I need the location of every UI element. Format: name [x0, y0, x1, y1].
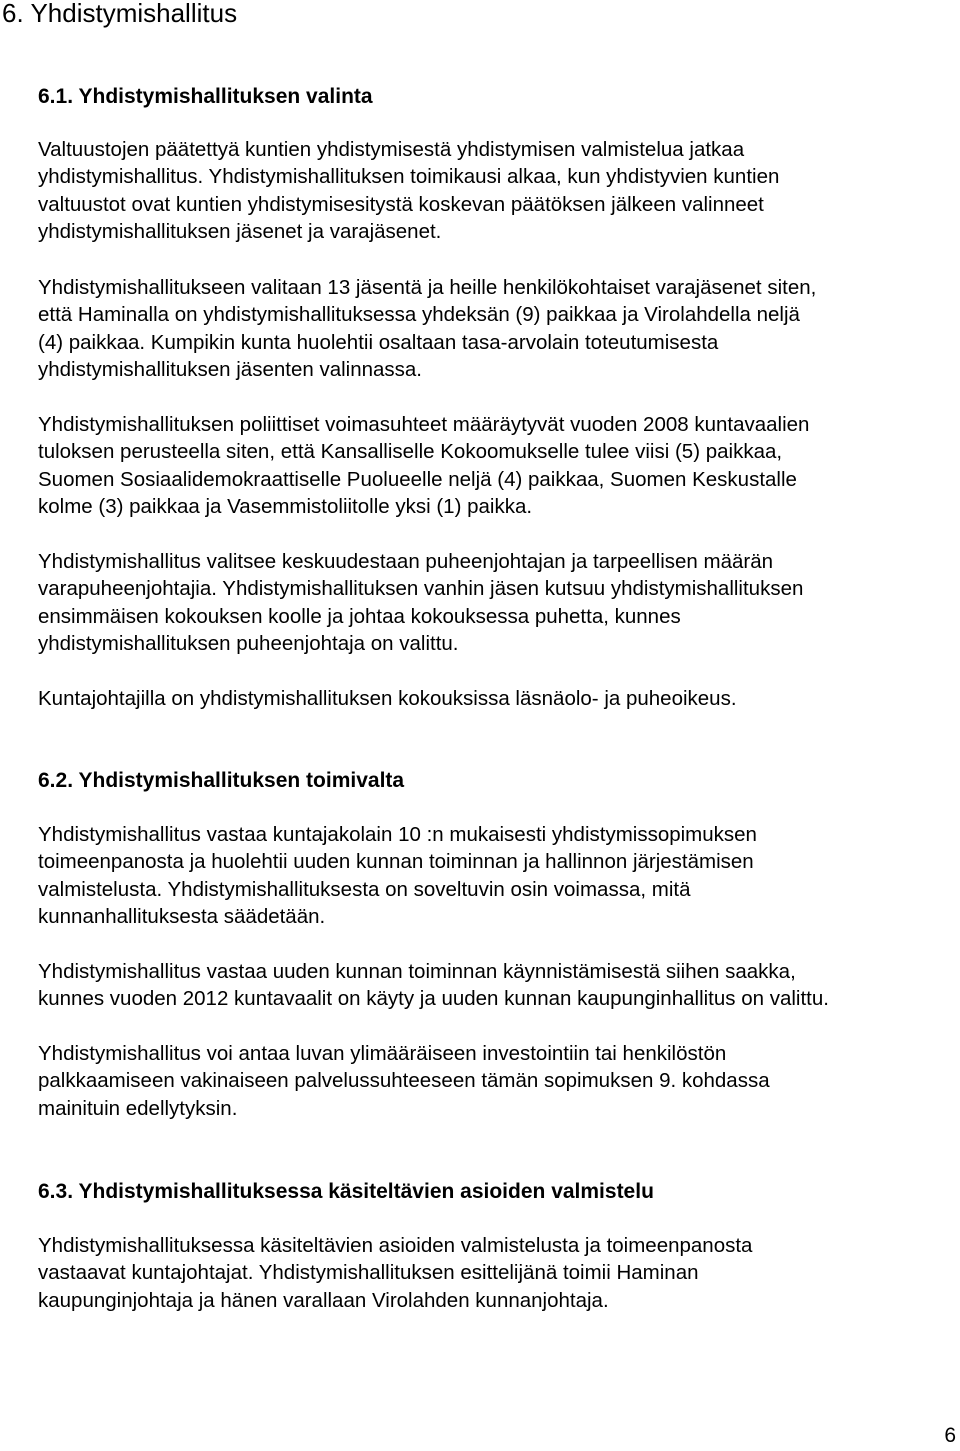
- paragraph-line: kunnanhallituksesta säädetään.: [38, 905, 326, 929]
- paragraph-line: että Haminalla on yhdistymishallituksessa yhdeksän (9) paikkaa ja Virolahdella neljä: [38, 303, 800, 327]
- paragraph: [38, 685, 958, 712]
- paragraph-line: yhdistymishallitus. Yhdistymishallituksen toimikausi alkaa, kun yhdistyvien kuntien: [38, 165, 780, 189]
- paragraph-line: Yhdistymishallitus vastaa uuden kunnan toiminnan käynnistämisestä siihen saakka,: [38, 960, 796, 983]
- section-heading-6-2: 6.2. Yhdistymishallituksen toimivalta: [38, 769, 405, 792]
- paragraph-line: varapuheenjohtajia. Yhdistymishallituksen vanhin jäsen kutsuu yhdistymishallituksen: [38, 577, 804, 601]
- paragraph-line: Yhdistymishallituksen poliittiset voimasuhteet määräytyvät vuoden 2008 kuntavaalien: [38, 413, 810, 436]
- paragraph-line: valmistelusta. Yhdistymishallituksesta on soveltuvin osin voimassa, mitä: [38, 877, 691, 901]
- paragraph-line: tuloksen perusteella siten, että Kansalliselle Kokoomukselle tulee viisi (5) paikkaa,: [38, 440, 783, 464]
- paragraph: [38, 1040, 958, 1122]
- paragraph-line: (4) paikkaa. Kumpikin kunta huolehtii osaltaan tasa-arvolain toteutumisesta: [38, 330, 719, 354]
- paragraph-line: Suomen Sosiaalidemokraattiselle Puolueelle neljä (4) paikkaa, Suomen Keskustalle: [38, 467, 797, 491]
- paragraph-line: toimeenpanosta ja huolehtii uuden kunnan toiminnan ja hallinnon järjestämisen: [38, 850, 754, 874]
- paragraph-line: yhdistymishallituksen puheenjohtaja on valittu.: [38, 632, 459, 656]
- paragraph-line: Kuntajohtajilla on yhdistymishallituksen kokouksissa läsnäolo- ja puheoikeus.: [38, 687, 737, 710]
- paragraph-line: kunnes vuoden 2012 kuntavaalit on käyty ja uuden kunnan kaupunginhallitus on valittu.: [38, 987, 829, 1011]
- paragraph: [38, 821, 958, 931]
- paragraph-line: valtuustot ovat kuntien yhdistymisesitystä koskevan päätöksen jälkeen valinneet: [38, 192, 764, 216]
- paragraph-line: Yhdistymishallitus vastaa kuntajakolain 10 :n mukaisesti yhdistymissopimuksen: [38, 823, 757, 846]
- paragraph-line: kolme (3) paikkaa ja Vasemmistoliitolle yksi (1) paikka.: [38, 495, 533, 519]
- paragraph: [38, 136, 958, 246]
- paragraph-line: Yhdistymishallitukseen valitaan 13 jäsentä ja heille henkilökohtaiset varajäsenet siten,: [38, 276, 817, 299]
- paragraph: [38, 1232, 958, 1314]
- paragraph: [38, 274, 958, 384]
- paragraph-line: Valtuustojen päätettyä kuntien yhdistymisestä yhdistymisen valmistelua jatkaa: [38, 138, 745, 161]
- chapter-heading: 6. Yhdistymishallitus: [2, 0, 238, 28]
- paragraph: [38, 958, 958, 1013]
- paragraph-line: kaupunginjohtaja ja hänen varallaan Virolahden kunnanjohtaja.: [38, 1288, 609, 1312]
- section-heading-6-1: 6.1. Yhdistymishallituksen valinta: [38, 85, 373, 108]
- paragraph-line: ensimmäisen kokouksen koolle ja johtaa kokouksessa puhetta, kunnes: [38, 604, 681, 628]
- paragraph: [38, 411, 958, 521]
- page-number: 6: [944, 1424, 956, 1447]
- paragraph-line: Yhdistymishallitus voi antaa luvan ylimääräiseen investointiin tai henkilöstön: [38, 1042, 727, 1065]
- section-heading-6-3: 6.3. Yhdistymishallituksessa käsiteltävien asioiden valmistelu: [38, 1180, 654, 1203]
- paragraph-line: mainituin edellytyksin.: [38, 1096, 238, 1120]
- paragraph-line: yhdistymishallituksen jäsenten valinnassa.: [38, 358, 423, 382]
- paragraph-line: palkkaamiseen vakinaiseen palvelussuhteeseen tämän sopimuksen 9. kohdassa: [38, 1069, 770, 1093]
- paragraph-line: vastaavat kuntajohtajat. Yhdistymishallituksen esittelijänä toimii Haminan: [38, 1261, 699, 1285]
- paragraph: [38, 548, 958, 658]
- paragraph-line: yhdistymishallituksen jäsenet ja varajäsenet.: [38, 220, 442, 244]
- paragraph-line: Yhdistymishallitus valitsee keskuudestaan puheenjohtajan ja tarpeellisen määrän: [38, 550, 774, 573]
- paragraph-line: Yhdistymishallituksessa käsiteltävien asioiden valmistelusta ja toimeenpanosta: [38, 1234, 753, 1257]
